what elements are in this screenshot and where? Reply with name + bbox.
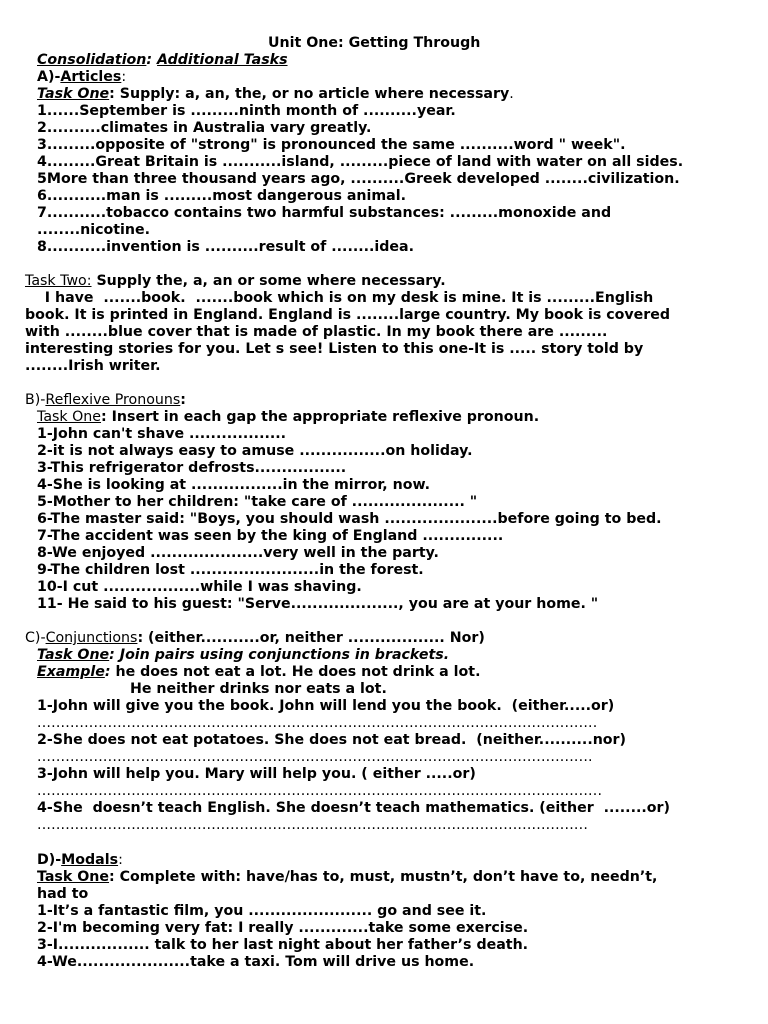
- additional-tasks-label: Additional Tasks: [157, 52, 288, 68]
- paragraph-line-5: ........Irish writer.: [25, 358, 161, 374]
- section-c-rest: : (either...........or, neither .................. Nor): [137, 630, 485, 646]
- section-d-task-one-cont: had to: [37, 886, 89, 902]
- article-item-6: 6...........man is .........most dangerous animal.: [37, 188, 406, 204]
- article-item-8: 8...........invention is ..........result of ........idea.: [37, 239, 414, 255]
- article-item-4: 4.........Great Britain is ...........island, .........piece of land with water on all sides.: [37, 154, 684, 170]
- section-a-task-one: [37, 86, 514, 103]
- section-b-heading: [25, 392, 186, 409]
- section-d-task-one: [37, 869, 657, 886]
- paragraph-line-3: with ........blue cover that is made of plastic. In my book there are .........: [25, 324, 608, 340]
- reflexive-item-5: 5-Mother to her children: "take care of ..................... ": [37, 494, 478, 510]
- task-two-label: Task Two:: [25, 273, 92, 289]
- section-b-task-one: [37, 409, 539, 426]
- conjunction-item-4: 4-She doesn’t teach English. She doesn’t teach mathematics. (either ........or): [37, 800, 670, 816]
- page-title: Unit One: Getting Through: [268, 35, 481, 51]
- example-text: he does not eat a lot. He does not drink a lot.: [110, 664, 481, 680]
- section-d-title: Modals: [61, 852, 119, 868]
- task-instruction: : Complete with: have/has to, must, mustn’t, don’t have to, needn’t,: [109, 869, 658, 885]
- article-item-5: 5More than three thousand years ago, ..........Greek developed ........civilization.: [37, 171, 680, 187]
- example-line: [37, 664, 480, 681]
- conjunction-item-3: 3-John will help you. Mary will help you. ( either .....or): [37, 766, 476, 782]
- reflexive-item-8: 8-We enjoyed .....................very well in the party.: [37, 545, 439, 561]
- conjunction-answer-line-2: ......................................................................................................................: [37, 749, 593, 765]
- section-b-prefix: B)-: [25, 392, 46, 408]
- paragraph-line-2: book. It is printed in England. England is ........large country. My book is covered: [25, 307, 671, 323]
- section-b-colon: :: [180, 392, 186, 408]
- conjunction-answer-line-3: ........................................................................................................................: [37, 783, 603, 799]
- section-c-heading: [25, 630, 485, 647]
- section-c-task-one: [37, 647, 449, 664]
- task-instruction: : Supply: a, an, the, or no article where necessary: [109, 86, 510, 102]
- reflexive-item-7: 7-The accident was seen by the king of England ...............: [37, 528, 504, 544]
- reflexive-item-2: 2-it is not always easy to amuse ................on holiday.: [37, 443, 473, 459]
- paragraph-line-1: I have .......book. .......book which is on my desk is mine. It is .........English: [25, 290, 654, 306]
- task-instruction: : Insert in each gap the appropriate reflexive pronoun.: [101, 409, 540, 425]
- conjunction-item-2: 2-She does not eat potatoes. She does not eat bread. (neither..........nor): [37, 732, 627, 748]
- section-d-heading: [37, 852, 123, 869]
- example-colon: :: [104, 664, 111, 680]
- modal-item-2: 2-I'm becoming very fat: I really .............take some exercise.: [37, 920, 529, 936]
- conjunction-item-1: 1-John will give you the book. John will lend you the book. (either.....or): [37, 698, 615, 714]
- task-label: Task One: [37, 869, 110, 885]
- consolidation-label: Consolidation: [37, 52, 147, 68]
- reflexive-item-3: 3-This refrigerator defrosts.................: [37, 460, 347, 476]
- section-a-colon: :: [121, 69, 127, 85]
- consolidation-heading: [37, 52, 288, 69]
- section-c-title: Conjunctions: [45, 630, 138, 646]
- article-item-3: 3.........opposite of "strong" is pronounced the same ..........word " week".: [37, 137, 626, 153]
- example-answer: He neither drinks nor eats a lot.: [130, 681, 387, 697]
- conjunction-answer-line-4: .....................................................................................................................: [37, 817, 589, 833]
- task-label: Task One: [37, 647, 110, 663]
- article-item-1: 1......September is .........ninth month of ..........year.: [37, 103, 456, 119]
- reflexive-item-10: 10-I cut ..................while I was shaving.: [37, 579, 362, 595]
- article-item-7-cont: ........nicotine.: [37, 222, 150, 238]
- paragraph-line-4: interesting stories for you. Let s see! Listen to this one-It is ..... story told by: [25, 341, 644, 357]
- conjunction-answer-line-1: .......................................................................................................................: [37, 715, 598, 731]
- task-label: Task One: [37, 86, 110, 102]
- section-a-prefix: A)-: [37, 69, 61, 85]
- example-label: Example: [37, 664, 105, 680]
- task-period: .: [509, 86, 514, 102]
- reflexive-item-1: 1-John can't shave ..................: [37, 426, 287, 442]
- section-c-prefix: C)-: [25, 630, 46, 646]
- article-item-2: 2..........climates in Australia vary greatly.: [37, 120, 372, 136]
- section-a-heading: [37, 69, 126, 86]
- section-b-title: Reflexive Pronouns: [45, 392, 181, 408]
- task-instruction: : Join pairs using conjunctions in brackets.: [109, 647, 450, 663]
- modal-item-1: 1-It’s a fantastic film, you ....................... go and see it.: [37, 903, 487, 919]
- section-a-task-two: [25, 273, 446, 290]
- consolidation-colon: :: [146, 52, 153, 68]
- article-item-7: 7...........tobacco contains two harmful substances: .........monoxide and: [37, 205, 612, 221]
- task-two-instruction: Supply the, a, an or some where necessary.: [91, 273, 446, 289]
- task-label: Task One: [37, 409, 102, 425]
- section-d-prefix: D)-: [37, 852, 62, 868]
- reflexive-item-11: 11- He said to his guest: "Serve...................., you are at your home. ": [37, 596, 599, 612]
- section-d-colon: :: [118, 852, 123, 868]
- section-a-title: Articles: [60, 69, 122, 85]
- reflexive-item-6: 6-The master said: "Boys, you should wash .....................before going to bed.: [37, 511, 662, 527]
- modal-item-4: 4-We.....................take a taxi. Tom will drive us home.: [37, 954, 475, 970]
- reflexive-item-4: 4-She is looking at .................in the mirror, now.: [37, 477, 431, 493]
- modal-item-3: 3-I................. talk to her last night about her father’s death.: [37, 937, 529, 953]
- reflexive-item-9: 9-The children lost ........................in the forest.: [37, 562, 424, 578]
